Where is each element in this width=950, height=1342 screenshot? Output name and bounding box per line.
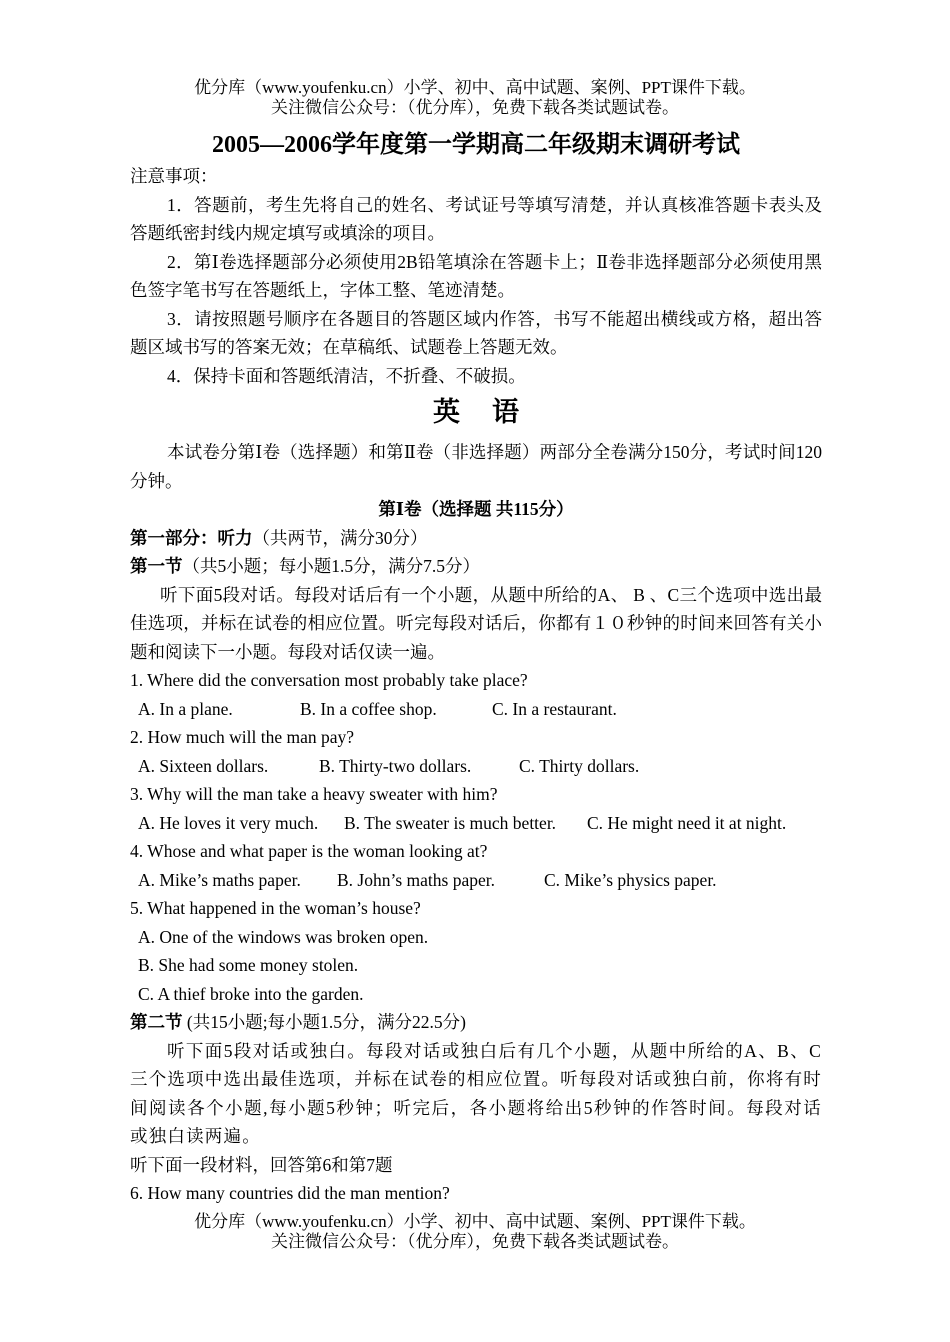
option-a: A. One of the windows was broken open. bbox=[138, 926, 429, 947]
question-6: 6. How many countries did the man mention? bbox=[130, 1183, 450, 1203]
exam-title: 2005—2006学年度第一学期高二年级期末调研考试 bbox=[212, 132, 740, 158]
option-b: B. She had some money stolen. bbox=[138, 955, 359, 975]
option-c: C. In a restaurant. bbox=[492, 698, 617, 719]
option-c: C. He might need it at night. bbox=[587, 812, 787, 833]
question-4: 4. Whose and what paper is the woman looking at? bbox=[130, 841, 488, 861]
question-5-option-c bbox=[130, 980, 822, 1009]
question-5-option-b bbox=[130, 951, 822, 980]
section1-note: （共5小题；每小题1.5分，满分7.5分） bbox=[182, 556, 480, 576]
section1-heading bbox=[130, 552, 822, 581]
section2-label: 第二节 bbox=[130, 1012, 183, 1032]
notice-item-4: 4．保持卡面和答题纸清洁，不折叠、不破损。 bbox=[167, 365, 526, 386]
option-c: C. A thief broke into the garden. bbox=[138, 983, 364, 1004]
option-c: C. Thirty dollars. bbox=[519, 755, 640, 776]
option-b: B. In a coffee shop. bbox=[300, 698, 437, 719]
footer-line-1: 优分库（www.youfenku.cn）小学、初中、高中试题、案例、PPT课件下载。 bbox=[194, 1212, 756, 1231]
subject-title: 英语 bbox=[433, 397, 551, 427]
option-a: A. In a plane. bbox=[138, 698, 233, 719]
question-3: 3. Why will the man take a heavy sweater with him? bbox=[130, 784, 498, 804]
header-line-2: 关注微信公众号：（优分库），免费下载各类试题试卷。 bbox=[271, 98, 679, 117]
notice-item-1: 1．答题前，考生先将自己的姓名、考试证号等填写清楚，并认真核准答题卡表头及答题纸密封线内规定填写或填涂的项目。 bbox=[130, 194, 822, 243]
exam-content bbox=[130, 130, 822, 1208]
material-note: 听下面一段材料，回答第6和第7题 bbox=[130, 1154, 393, 1175]
question-4-options bbox=[130, 866, 822, 895]
section1-instructions: 听下面5段对话。每段对话后有一个小题，从题中所给的A、 B 、C三个选项中选出最佳选项，并标在试卷的相应位置。听完每段对话后，你都有１０秒钟的时间来回答有关小题和阅读下一小题。每段对话仅读一遍。 bbox=[130, 584, 822, 662]
volume1-title: 第Ⅰ卷（选择题 共115分） bbox=[378, 499, 574, 519]
option-a: A. He loves it very much. bbox=[138, 812, 319, 833]
question-2-options bbox=[130, 752, 822, 781]
header-line-1: 优分库（www.youfenku.cn）小学、初中、高中试题、案例、PPT课件下载。 bbox=[194, 78, 756, 97]
option-b: B. John’s maths paper. bbox=[337, 869, 495, 890]
question-5-option-a bbox=[130, 923, 822, 952]
notice-item-3: 3．请按照题号顺序在各题目的答题区域内作答，书写不能超出横线或方格，超出答题区域书写的答案无效；在草稿纸、试题卷上答题无效。 bbox=[130, 308, 822, 357]
footer-line-2: 关注微信公众号：（优分库），免费下载各类试题试卷。 bbox=[271, 1232, 679, 1251]
part1-label: 第一部分：听力 bbox=[130, 527, 253, 548]
question-5: 5. What happened in the woman’s house? bbox=[130, 898, 421, 918]
question-1-options bbox=[130, 695, 822, 724]
section2-heading bbox=[130, 1008, 822, 1037]
section2-note: (共15小题;每小题1.5分，满分22.5分) bbox=[182, 1012, 466, 1032]
question-3-options bbox=[130, 809, 822, 838]
option-b: B. The sweater is much better. bbox=[344, 812, 557, 833]
part1-note: （共两节，满分30分） bbox=[252, 527, 428, 548]
option-a: A. Sixteen dollars. bbox=[138, 755, 269, 776]
exam-intro: 本试卷分第Ⅰ卷（选择题）和第Ⅱ卷（非选择题）两部分全卷满分150分，考试时间120分钟。 bbox=[130, 442, 822, 491]
notice-item-2: 2．第Ⅰ卷选择题部分必须使用2B铅笔填涂在答题卡上；Ⅱ卷非选择题部分必须使用黑色签字笔书写在答题纸上，字体工整、笔迹清楚。 bbox=[130, 251, 822, 300]
section1-label: 第一节 bbox=[130, 556, 183, 576]
notice-label: 注意事项： bbox=[130, 166, 218, 186]
option-b: B. Thirty-two dollars. bbox=[319, 755, 472, 776]
part1-heading bbox=[130, 524, 822, 553]
option-c: C. Mike’s physics paper. bbox=[544, 869, 717, 890]
section2-instructions: 听下面5段对话或独白。每段对话或独白后有几个小题，从题中所给的A、B、C三个选项中选出最佳选项，并标在试卷的相应位置。听每段对话或独白前，你将有时间阅读各个小题,每小题5秒钟；听完后，各小题将给出5秒钟的作答时间。每段对话或独白读两遍。 bbox=[130, 1040, 822, 1146]
option-a: A. Mike’s maths paper. bbox=[138, 869, 301, 890]
question-2: 2. How much will the man pay? bbox=[130, 727, 355, 747]
question-1: 1. Where did the conversation most probably take place? bbox=[130, 670, 528, 690]
